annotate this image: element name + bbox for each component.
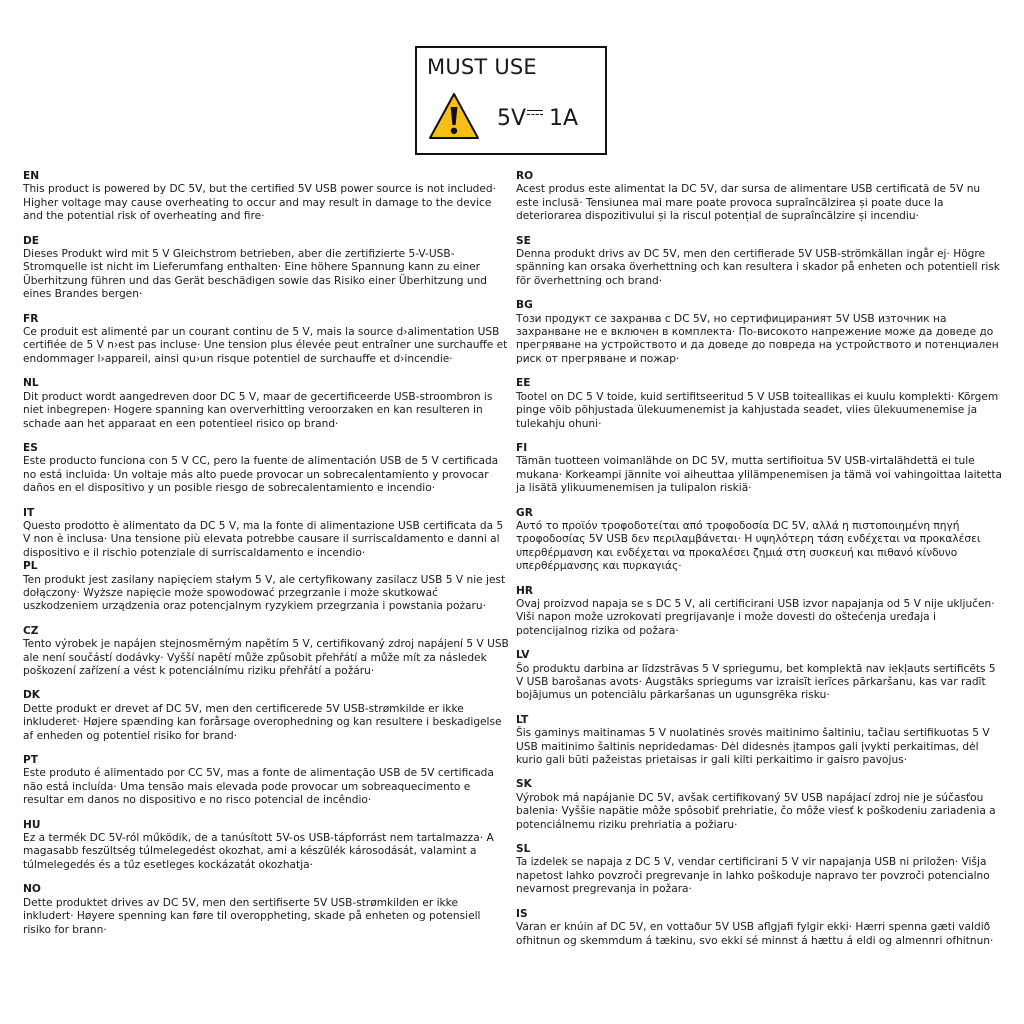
lang-text: Este producto funciona con 5 V CC, pero la fuente de alimentación USB de 5 V certificada no está incluida· Un voltaje más alto puede provocar un sobrecalentamiento y provocar daños en el dispositivo y un posible riesgo de sobrecalentamiento e incendio· bbox=[23, 455, 499, 495]
lang-text: Varan er knúin af DC 5V, en vottaður 5V USB aflgjafi fylgir ekki· Hærri spenna gæti valdið ofhitnun og skemmdum á tækinu, svo ekki sé minnst á hættu á eldi og almennri ofhitnun· bbox=[516, 921, 994, 947]
lang-text: Šis gaminys maitinamas 5 V nuolatinės srovės maitinimo šaltiniu, tačiau sertifikuotas 5 V USB maitinimo šaltinis nepridedamas· Dėl didesnės įtampos gali įvykti perkaitimas, dėl kurio gali būti pažeistas prietaisas ir gali kilti perkaitimo ir gaisro pavojus· bbox=[516, 727, 990, 767]
lang-block-lv bbox=[516, 649, 1004, 703]
lang-block-fr bbox=[23, 313, 511, 367]
lang-text: Αυτό το προϊόν τροφοδοτείται από τροφοδοσία DC 5V, αλλά η πιστοποιημένη πηγή τροφοδοσίας 5V USB δεν περιλαμβάνεται· Η υψηλότερη τάση ενδέχεται να προκαλέσει υπερθέρμανση και ενδέχεται να προκαλέσει ζημιά στη συσκευή και πιθανό κίνδυνο υπερθέρμανσης και πυρκαγιάς· bbox=[516, 519, 981, 573]
lang-block-nl bbox=[23, 377, 511, 431]
lang-text: Acest produs este alimentat la DC 5V, dar sursa de alimentare USB certificată de 5V nu este inclusă· Tensiunea mai mare poate provoca supraîncălzirea și poate duce la deteriorarea dispozitivului și la riscul potențial de supraîncălzire și incendiu· bbox=[516, 183, 981, 223]
lang-block-bg bbox=[516, 299, 1004, 366]
lang-block-en bbox=[23, 170, 511, 224]
lang-code: LT bbox=[516, 713, 529, 726]
lang-code: NL bbox=[23, 377, 39, 390]
lang-block-pt bbox=[23, 754, 511, 808]
lang-code: PL bbox=[23, 560, 38, 573]
lang-block-it bbox=[23, 507, 511, 561]
lang-text: Este produto é alimentado por CC 5V, mas a fonte de alimentação USB de 5V certificada não está incluída· Uma tensão mais elevada pode provocar um sobreaquecimento e resultar em danos no dispositivo e no risco potencial de incêndio· bbox=[23, 767, 494, 807]
voltage-value: 5V bbox=[497, 106, 527, 131]
lang-text: Tento výrobek je napájen stejnosměrným napětím 5 V, certifikovaný zdroj napájení 5 V USB ale není součástí dodávky· Vyšší napětí může způsobit přehřátí a může mít za následek poškození zařízení a vést k potenciálnímu riziku přehřátí a požáru· bbox=[23, 638, 509, 677]
lang-block-fi bbox=[516, 442, 1004, 496]
lang-code: IT bbox=[23, 506, 35, 519]
lang-text: Denna produkt drivs av DC 5V, men den certifierade 5V USB-strömkällan ingår ej· Högre spänning kan orsaka överhettning och kan resultera i skador på enheten och potentiell risk för överhettning och brand· bbox=[516, 248, 1000, 287]
lang-text: Questo prodotto è alimentato da DC 5 V, ma la fonte di alimentazione USB certificata da 5 V non è inclusa· Una tensione più elevata potrebbe causare il surriscaldamento e danni al dispositivo e il rischio potenziale di surriscaldamento e incendio· bbox=[23, 519, 504, 559]
lang-code: EN bbox=[23, 170, 40, 182]
lang-text: Ta izdelek se napaja z DC 5 V, vendar certificirani 5 V vir napajanja USB ni priložen· Višja napetost lahko povzroči pregrevanje in lahko poškoduje napravo ter povzroči potencialno nevarnost pregrevanja in požara· bbox=[516, 856, 990, 896]
lang-text: Този продукт се захранва с DC 5V, но сертифицираният 5V USB източник на захранване не е включен в комплекта· По-високото напрежение може да доведе до прегряване на устройството и да доведе до повреда на устройството и потенциален риск от прегряване и пожар· bbox=[516, 312, 999, 365]
lang-code: PT bbox=[23, 754, 38, 767]
dc-current-symbol bbox=[527, 110, 543, 115]
lang-text: Výrobok má napájanie DC 5V, avšak certifikovaný 5V USB napájací zdroj nie je súčasťou balenia· Vyššie napätie môže spôsobiť prehriatie, čo môže viesť k poškodeniu zariadenia a potenciálnemu riziku prehriatia a požiaru· bbox=[516, 791, 996, 831]
warning-label-box bbox=[415, 46, 607, 155]
lang-block-lt bbox=[516, 714, 1004, 768]
lang-code: GR bbox=[516, 506, 533, 519]
lang-block-se bbox=[516, 235, 1004, 289]
lang-code: SE bbox=[516, 234, 531, 247]
lang-block-cz bbox=[23, 625, 511, 679]
lang-text: Ovaj proizvod napaja se s DC 5 V, ali certificirani USB izvor napajanja od 5 V nije uključen· Viši napon može uzrokovati pregrijavanje i može dovesti do oštećenja uređaja i potencijalnog rizika od požara· bbox=[516, 597, 995, 637]
lang-block-sk bbox=[516, 778, 1004, 832]
lang-text: Šo produktu darbina ar līdzstrāvas 5 V spriegumu, bet komplektā nav iekļauts sertificēts 5 V USB barošanas avots· Augstāks spriegums var izraisīt ierīces pārkaršanu, kas var radīt bojājumus un potenciālu pārkaršanas un ugunsgrēka risku· bbox=[516, 662, 996, 702]
lang-text: Ez a termék DC 5V-ról működik, de a tanúsított 5V-os USB-tápforrást nem tartalmazza· A magasabb feszültség túlmelegedést okozhat, ami a készülék károsodását, valamint a túlmelegedés és a tűz esetleges kockázatát okozhatja· bbox=[23, 832, 494, 871]
lang-code: FR bbox=[23, 312, 39, 325]
lang-code: RO bbox=[516, 170, 534, 182]
lang-text: This product is powered by DC 5V, but the certified 5V USB power source is not included· Higher voltage may cause overheating to occur and may result in damage to the device and the potential risk of overheating and fire· bbox=[23, 183, 497, 223]
right-column bbox=[516, 170, 1004, 948]
lang-block-de bbox=[23, 235, 511, 302]
lang-code: SL bbox=[516, 843, 531, 856]
lang-block-ro bbox=[516, 170, 1004, 224]
lang-block-sl bbox=[516, 843, 1004, 897]
lang-block-no bbox=[23, 883, 511, 937]
lang-code: DE bbox=[23, 234, 40, 247]
lang-block-is bbox=[516, 908, 1004, 948]
warning-triangle-icon bbox=[428, 91, 480, 141]
power-spec bbox=[497, 106, 578, 131]
lang-text: Dette produkt er drevet af DC 5V, men den certificerede 5V USB-strømkilde er ikke inkluderet· Højere spænding kan forårsage overophedning og kan resultere i beskadigelse af enheden og potentiel risiko for brand· bbox=[23, 702, 502, 742]
current-value: 1A bbox=[549, 106, 579, 131]
lang-text: Tootel on DC 5 V toide, kuid sertifitseeritud 5 V USB toiteallikas ei kuulu komplekti· Kõrgem pinge võib põhjustada ülekuumenemist ja kahjustada seadet, viies ülekuumenemise ja tulekahju ohuni· bbox=[516, 390, 999, 430]
lang-text: Dette produktet drives av DC 5V, men den sertifiserte 5V USB-strømkilden er ikke inkludert· Høyere spenning kan føre til overoppheting, skade på enheten og potensiell risiko for brann· bbox=[23, 896, 481, 936]
left-column bbox=[23, 170, 511, 937]
lang-code: EE bbox=[516, 377, 531, 390]
lang-code: BG bbox=[516, 299, 533, 312]
lang-code: ES bbox=[23, 441, 38, 454]
lang-block-gr bbox=[516, 507, 1004, 574]
lang-text: Tämän tuotteen voimanlähde on DC 5V, mutta sertifioitua 5V USB-virtalähdettä ei tule mukana· Korkeampi jännite voi aiheuttaa ylilämpenemisen ja tämä voi vahingoittaa laitetta ja lisätä ylikuumenemisen ja tulipalon riskiä· bbox=[516, 455, 1002, 495]
lang-code: IS bbox=[516, 907, 528, 920]
lang-block-pl bbox=[23, 560, 511, 614]
lang-code: DK bbox=[23, 689, 41, 702]
lang-block-es bbox=[23, 442, 511, 496]
lang-text: Ce produit est alimenté par un courant continu de 5 V, mais la source d›alimentation USB certifiée de 5 V n›est pas incluse· Une tension plus élevée peut entraîner une surchauffe et endommager l›appareil, ainsi qu›un risque potentiel de surchauffe et d›incendie· bbox=[23, 326, 508, 365]
lang-code: HU bbox=[23, 818, 41, 831]
lang-code: LV bbox=[516, 649, 530, 662]
lang-code: SK bbox=[516, 778, 532, 791]
lang-text: Ten produkt jest zasilany napięciem stałym 5 V, ale certyfikowany zasilacz USB 5 V nie jest dołączony· Wyższe napięcie może spowodować przegrzanie i może skutkować uszkodzeniem urządzenia oraz potencjalnym ryzykiem przegrzania i powstania pożaru· bbox=[23, 573, 506, 613]
lang-text: Dit product wordt aangedreven door DC 5 V, maar de gecertificeerde USB-stroombron is niet inbegrepen· Hogere spanning kan oververhitting veroorzaken en kan resulteren in schade aan het apparaat en een potentieel risico op brand· bbox=[23, 390, 493, 430]
lang-block-dk bbox=[23, 689, 511, 743]
warning-title: MUST USE bbox=[427, 55, 537, 79]
lang-block-ee bbox=[516, 377, 1004, 431]
lang-code: HR bbox=[516, 584, 534, 597]
lang-block-hu bbox=[23, 819, 511, 873]
lang-block-hr bbox=[516, 585, 1004, 639]
lang-code: NO bbox=[23, 883, 41, 896]
lang-code: FI bbox=[516, 441, 528, 454]
lang-text: Dieses Produkt wird mit 5 V Gleichstrom betrieben, aber die zertifizierte 5-V-USB-Stromquelle ist nicht im Lieferumfang enthalten· Eine höhere Spannung kann zu einer Überhitzung führen und das Gerät beschädigen sowie das Risiko einer Überhitzung und eines Brandes bergen· bbox=[23, 248, 488, 301]
lang-code: CZ bbox=[23, 624, 39, 637]
